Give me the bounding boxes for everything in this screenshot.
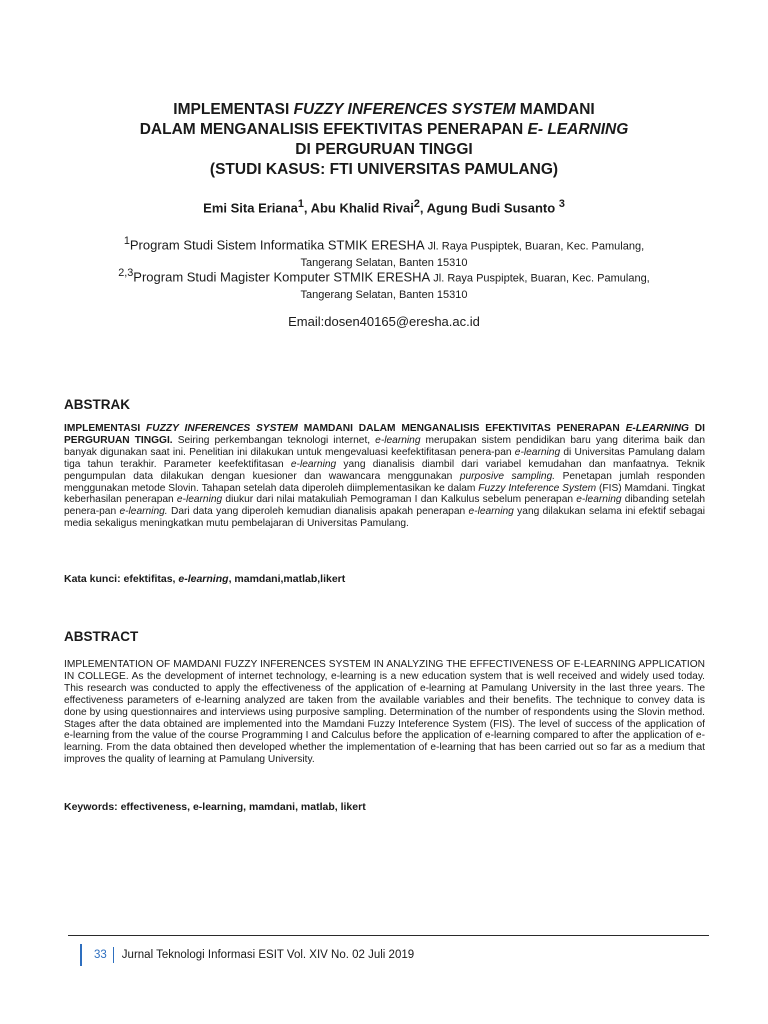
title-line-4: (STUDI KASUS: FTI UNIVERSITAS PAMULANG) <box>209 161 559 178</box>
contact-email: Email:dosen40165@eresha.ac.id <box>288 314 480 329</box>
abstrak-heading: ABSTRAK <box>64 397 130 412</box>
title-line-3: DI PERGURUAN TINGGI <box>295 141 473 158</box>
kata-kunci: Kata kunci: efektifitas, e-learning, mamdani,matlab,likert <box>64 573 346 585</box>
page-number: 33 <box>94 949 107 961</box>
footer-separator <box>113 947 114 963</box>
title-line-1: IMPLEMENTASI FUZZY INFERENCES SYSTEM MAMDANI <box>173 101 595 118</box>
abstrak-body: IMPLEMENTASI FUZZY INFERENCES SYSTEM MAMDANI DALAM MENGANALISIS EFEKTIVITAS PENERAPAN E-LEARNING DI PERGURUAN TINGGI. Seiring perkembangan teknologi internet, e-learning merupakan sistem pendidikan baru yang diterima baik dan banyak digunakan saat ini. Penelitian ini dilakukan untuk mengevaluasi keefektifitasan penera-pan e-learning di Universitas Pamulang dalam tiga tahun terakhir. Parameter keefektifitasan e-learning yang dianalisis diambil dari variabel kemudahan dan manfaatnya. Teknik pengumpulan data dilakukan dengan kuesioner dan wawancara menggunakan purposive sampling. Penetapan jumlah responden menggunakan metode Slovin. Tahapan setelah data diperoleh diimplementasikan ke dalam Fuzzy Inteference System (FIS) Mamdani. Tingkat keberhasilan penerapan e-learning diukur dari nilai matakuliah Pemograman I dan Kalkulus sebelum penerapan e-learning dibanding setelah penera-pan e-learning. Dari data yang diperoleh kemudian dianalisis apakah penerapan e-learning yang dilakukan selama ini efektif sebagai media sekaligus meningkatkan mutu pembelajaran di Universitas Pamulang. <box>64 423 706 530</box>
affiliation-1: $^1$Program Studi Sistem Informatika STMIK ERESHA Jl. Raya Puspiptek, Buaran, Kec. Pamulang, Tangerang Selatan, Banten 15310 <box>123 235 645 270</box>
keywords: Keywords: effectiveness, e-learning, mamdani, matlab, likert <box>64 801 366 813</box>
page-footer <box>80 944 414 966</box>
title-line-2: DALAM MENGANALISIS EFEKTIVITAS PENERAPAN E- LEARNING <box>139 121 629 138</box>
footer-divider <box>68 935 709 936</box>
affiliation-2: $^{2,3}$Program Studi Magister Komputer STMIK ERESHA Jl. Raya Puspiptek, Buaran, Kec. Pamulang, Tangerang Selatan, Banten 15310 <box>118 267 650 302</box>
journal-name: Jurnal Teknologi Informasi ESIT Vol. XIV No. 02 Juli 2019 <box>121 949 415 961</box>
footer-accent-bar <box>80 944 82 966</box>
author-list: Emi Sita Eriana$^1$, Abu Khalid Rivai$^2$, Agung Budi Susanto $^3$ <box>203 198 565 216</box>
abstract-body: IMPLEMENTATION OF MAMDANI FUZZY INFERENCES SYSTEM IN ANALYZING THE EFFECTIVENESS OF E-LEARNING APPLICATION IN COLLEGE. As the development of internet technology, e-learning is a new education system that is well received and widely used today. This research was conducted to apply the effectiveness of the application of e-learning at Pamulang University in the last three years. The effectiveness parameters of e-learning analyzed are taken from the available variables and their benefits. The technique to convey data is done by using questionnaires and interviews using purposive sampling. Determination of the number of respondents using the Slovin method. Stages after the data obtained are implemented into the Mamdani Fuzzy Inteference System (FIS). The level of success of the application of e-learning from the value of the course Programming I and Calculus before the application of e-learning compared to after the application of e-learning. From the data obtained then developed whether the implementation of e-learning that has been carried out so far as a medium that improves the quality of learning at Pamulang University. <box>64 659 705 766</box>
paper-title <box>60 100 708 180</box>
abstract-heading: ABSTRACT <box>64 629 139 644</box>
